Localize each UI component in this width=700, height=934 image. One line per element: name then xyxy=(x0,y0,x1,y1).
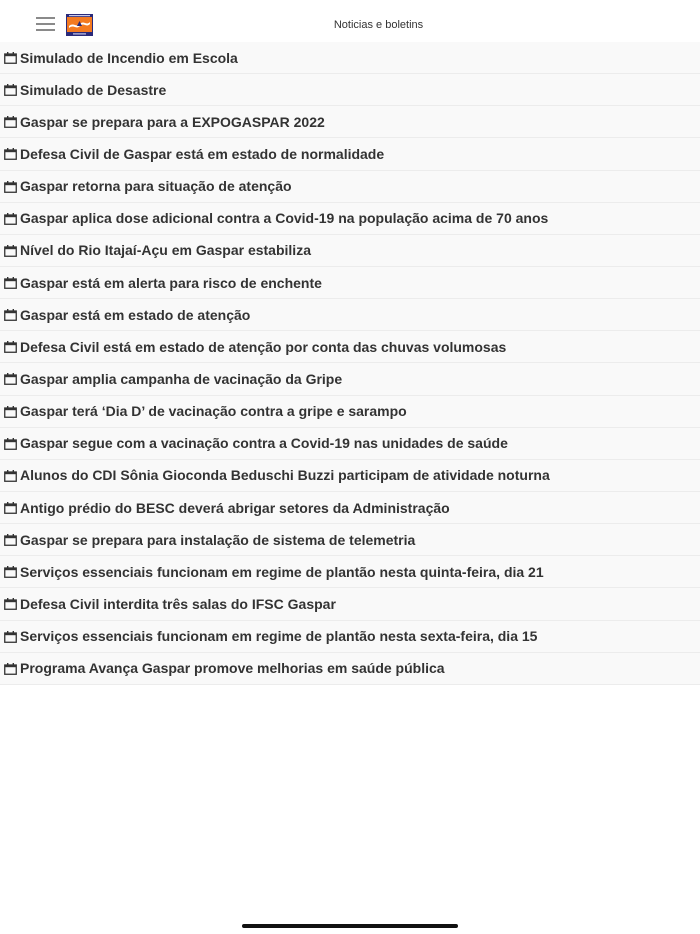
news-list-item[interactable] xyxy=(0,524,700,556)
calendar-icon xyxy=(4,52,17,64)
news-title: Defesa Civil de Gaspar está em estado de normalidade xyxy=(20,145,385,162)
news-title: Serviços essenciais funcionam em regime de plantão nesta quinta-feira, dia 21 xyxy=(20,563,544,580)
news-title: Gaspar está em estado de atenção xyxy=(20,306,251,323)
news-title: Defesa Civil está em estado de atenção por conta das chuvas volumosas xyxy=(20,338,507,355)
calendar-icon xyxy=(4,502,17,514)
news-list-item[interactable] xyxy=(0,588,700,620)
news-title: Simulado de Desastre xyxy=(20,81,167,98)
news-title: Gaspar segue com a vacinação contra a Covid-19 nas unidades de saúde xyxy=(20,435,508,452)
news-list-item[interactable] xyxy=(0,653,700,685)
news-title: Programa Avança Gaspar promove melhorias em saúde pública xyxy=(20,660,445,677)
calendar-icon xyxy=(4,373,17,385)
news-list xyxy=(0,42,700,685)
calendar-icon xyxy=(4,406,17,418)
news-title: Gaspar está em alerta para risco de enchente xyxy=(20,274,322,291)
news-title: Gaspar se prepara para instalação de sistema de telemetria xyxy=(20,531,416,548)
calendar-icon xyxy=(4,631,17,643)
calendar-icon xyxy=(4,245,17,257)
news-title: Alunos do CDI Sônia Gioconda Beduschi Buzzi participam de atividade noturna xyxy=(20,467,550,484)
news-list-item[interactable] xyxy=(0,138,700,170)
news-list-item[interactable] xyxy=(0,106,700,138)
news-list-item[interactable] xyxy=(0,299,700,331)
news-title: Simulado de Incendio em Escola xyxy=(20,49,238,66)
news-list-item[interactable] xyxy=(0,267,700,299)
news-list-item[interactable] xyxy=(0,556,700,588)
calendar-icon xyxy=(4,341,17,353)
calendar-icon xyxy=(4,181,17,193)
home-indicator[interactable] xyxy=(242,924,458,928)
calendar-icon xyxy=(4,309,17,321)
news-title: Gaspar amplia campanha de vacinação da Gripe xyxy=(20,370,343,387)
news-title: Serviços essenciais funcionam em regime de plantão nesta sexta-feira, dia 15 xyxy=(20,628,538,645)
news-title: Defesa Civil interdita três salas do IFSC Gaspar xyxy=(20,595,336,612)
news-list-item[interactable] xyxy=(0,74,700,106)
calendar-icon xyxy=(4,598,17,610)
news-list-item[interactable] xyxy=(0,235,700,267)
calendar-icon xyxy=(4,84,17,96)
news-list-item[interactable] xyxy=(0,428,700,460)
news-list-item[interactable] xyxy=(0,460,700,492)
calendar-icon xyxy=(4,277,17,289)
news-title: Gaspar retorna para situação de atenção xyxy=(20,178,292,195)
calendar-icon xyxy=(4,566,17,578)
news-list-item[interactable] xyxy=(0,203,700,235)
news-list-item[interactable] xyxy=(0,171,700,203)
app-header xyxy=(0,0,700,42)
news-list-item[interactable] xyxy=(0,331,700,363)
news-title: Gaspar se prepara para a EXPOGASPAR 2022 xyxy=(20,113,325,130)
calendar-icon xyxy=(4,213,17,225)
news-list-item[interactable] xyxy=(0,363,700,395)
page-title: Noticias e boletins xyxy=(333,19,424,31)
news-title: Nível do Rio Itajaí-Açu em Gaspar estabiliza xyxy=(20,242,311,259)
calendar-icon xyxy=(4,534,17,546)
calendar-icon xyxy=(4,663,17,675)
news-list-item[interactable] xyxy=(0,492,700,524)
news-title: Antigo prédio do BESC deverá abrigar setores da Administração xyxy=(20,499,450,516)
news-list-item[interactable] xyxy=(0,42,700,74)
calendar-icon xyxy=(4,148,17,160)
calendar-icon xyxy=(4,470,17,482)
calendar-icon xyxy=(4,116,17,128)
news-list-item[interactable] xyxy=(0,396,700,428)
calendar-icon xyxy=(4,438,17,450)
news-list-item[interactable] xyxy=(0,621,700,653)
news-title: Gaspar terá ‘Dia D’ de vacinação contra a gripe e sarampo xyxy=(20,403,407,420)
news-title: Gaspar aplica dose adicional contra a Covid-19 na população acima de 70 anos xyxy=(20,210,549,227)
